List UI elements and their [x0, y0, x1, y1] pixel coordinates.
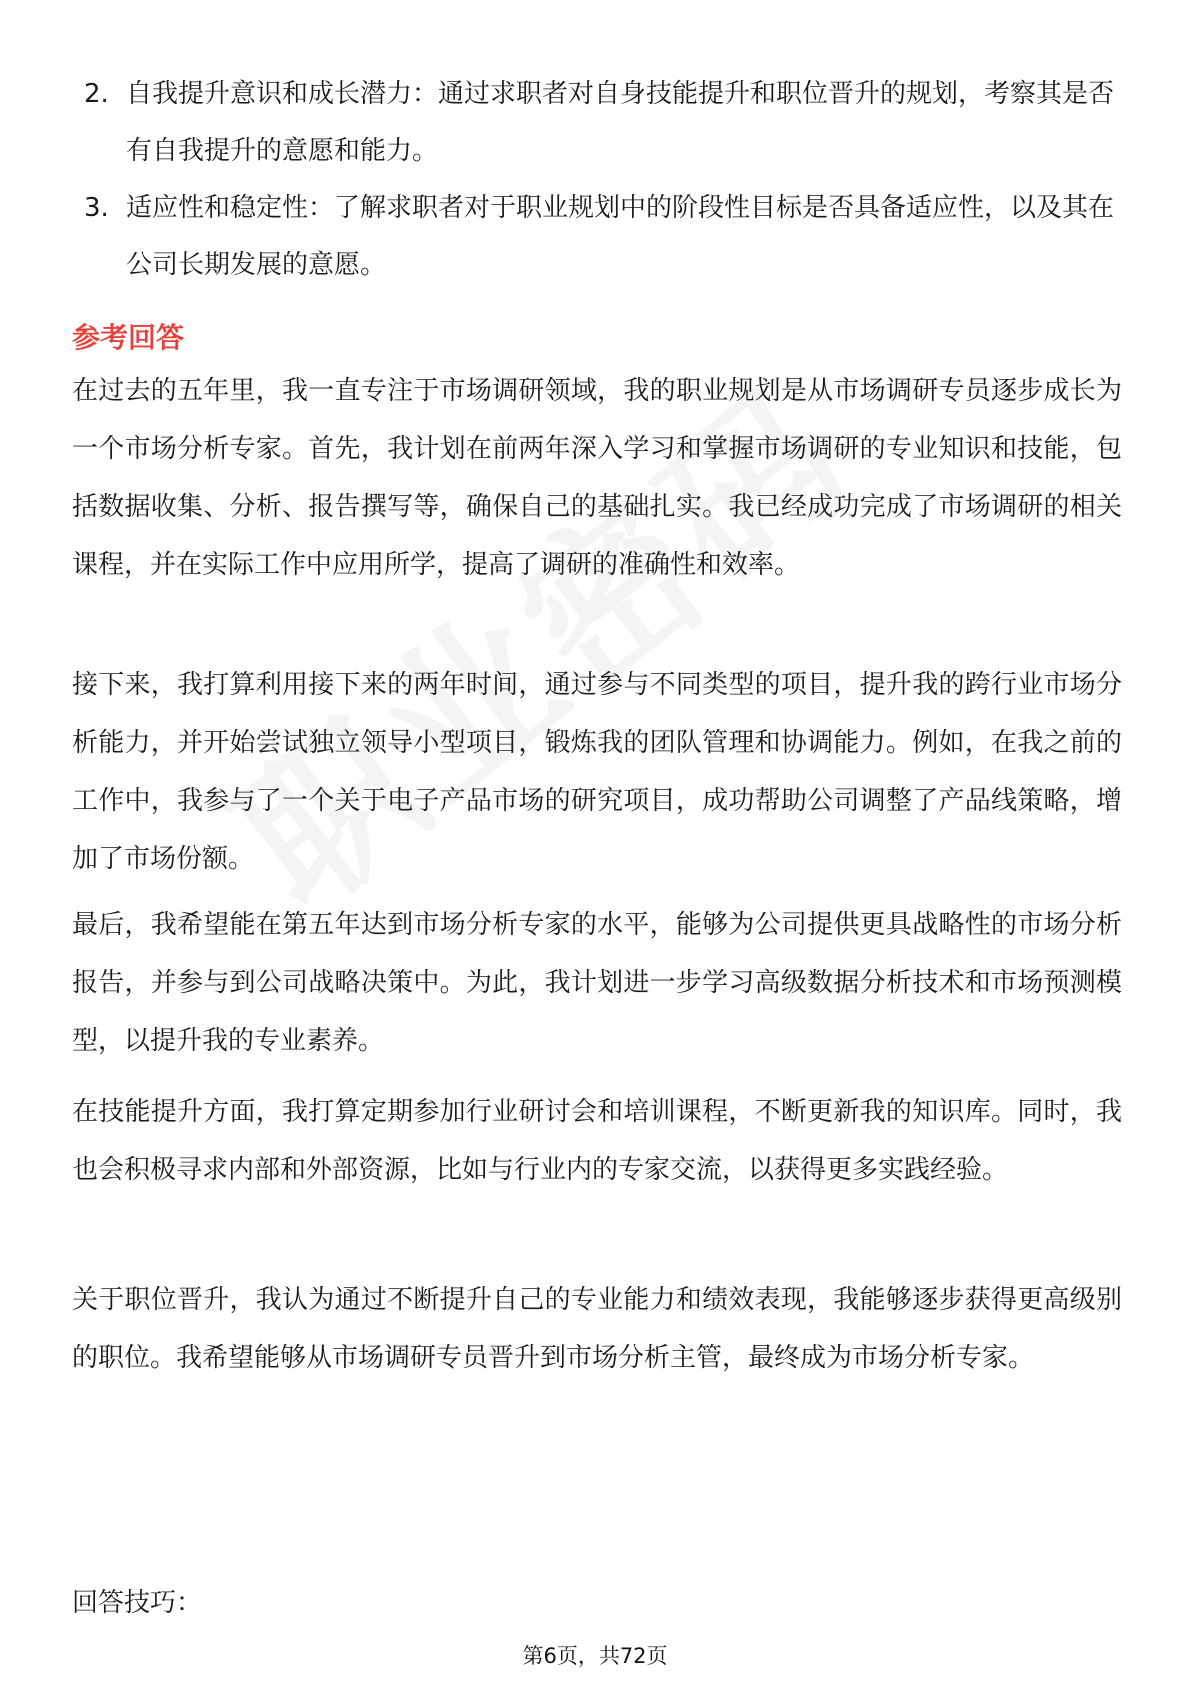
- answer-paragraph-5: 关于职位晋升，我认为通过不断提升自己的专业能力和绩效表现，我能够逐步获得更高级别的职位。我希望能够从市场调研专员晋升到市场分析主管，最终成为市场分析专家。: [72, 1285, 1122, 1373]
- list-item: [84, 180, 1120, 294]
- answer-paragraph-3: 最后，我希望能在第五年达到市场分析专家的水平，能够为公司提供更具战略性的市场分析报告，并参与到公司战略决策中。为此，我计划进一步学习高级数据分析技术和市场预测模型，以提升我的专业素养。: [72, 910, 1122, 1056]
- reference-answer-heading: 参考回答: [72, 321, 185, 354]
- criteria-list: [84, 66, 1120, 294]
- answer-paragraph-4: 在技能提升方面，我打算定期参加行业研讨会和培训课程，不断更新我的知识库。同时，我也会积极寻求内部和外部资源，比如与行业内的专家交流，以获得更多实践经验。: [72, 1097, 1122, 1185]
- list-item-number: 2.: [84, 79, 109, 109]
- answer-paragraph-1: 在过去的五年里，我一直专注于市场调研领域，我的职业规划是从市场调研专员逐步成长为一个市场分析专家。首先，我计划在前两年深入学习和掌握市场调研的专业知识和技能，包括数据收集、分析、报告撰写等，确保自己的基础扎实。我已经成功完成了市场调研的相关课程，并在实际工作中应用所学，提高了调研的准确性和效率。: [72, 376, 1122, 580]
- answer-paragraph-2: 接下来，我打算利用接下来的两年时间，通过参与不同类型的项目，提升我的跨行业市场分析能力，并开始尝试独立领导小型项目，锻炼我的团队管理和协调能力。例如，在我之前的工作中，我参与了一个关于电子产品市场的研究项目，成功帮助公司调整了产品线策略，增加了市场份额。: [72, 670, 1122, 874]
- list-item-text: 适应性和稳定性：了解求职者对于职业规划中的阶段性目标是否具备适应性，以及其在公司长期发展的意愿。: [126, 193, 1115, 280]
- list-item-text: 自我提升意识和成长潜力：通过求职者对自身技能提升和职位晋升的规划，考察其是否有自我提升的意愿和能力。: [126, 79, 1115, 166]
- list-item: [84, 66, 1120, 180]
- list-item-number: 3.: [84, 193, 109, 223]
- page-footer: 第6页，共72页: [522, 1644, 668, 1668]
- answer-tips-label: 回答技巧：: [72, 1588, 203, 1618]
